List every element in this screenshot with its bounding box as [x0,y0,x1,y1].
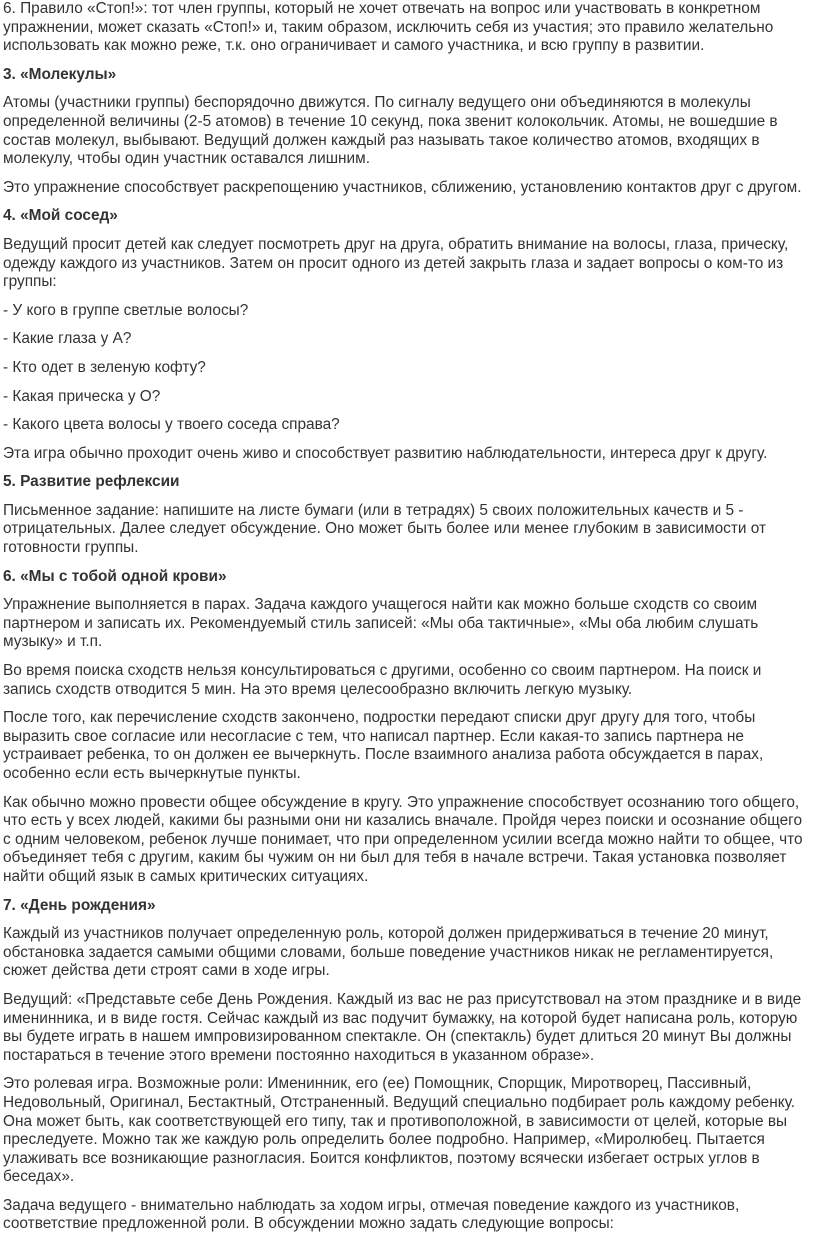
list-item: - Какая прическа у О? [3,387,161,405]
section-heading: 6. «Мы с тобой одной крови» [3,567,227,585]
paragraph: После того, как перечисление сходств закончено, подростки передают списки друг другу для того, чтобы выразить свое согласие или несогласие с тем, что написал партнер. Если какая-то запись партнера не устраивает ребенка, то он должен ее вычеркнуть. После взаимного анализа работа обсуждается в парах, особенно если есть вычеркнутые пункты. [3,709,764,782]
list-item: - Какого цвета волосы у твоего соседа справа? [3,416,340,434]
list-item: - Кто одет в зеленую кофту? [3,358,206,376]
paragraph: Ведущий просит детей как следует посмотреть друг на друга, обратить внимание на волосы, глаза, прическу, одежду каждого из участников. Затем он просит одного из детей закрыть глаза и задает вопросы о ком-то из группы: [3,235,789,291]
paragraph: Во время поиска сходств нельзя консультироваться с другими, особенно со своим партнером. На поиск и запись сходств отводится 5 мин. На это время целесообразно включить легкую музыку. [3,662,762,698]
paragraph: Упражнение выполняется в парах. Задача каждого учащегося найти как можно больше сходств со своим партнером и записать их. Рекомендуемый стиль записей: «Мы оба тактичные», «Мы оба любим слушать музыку» и т.п. [3,596,759,651]
section-heading: 4. «Мой сосед» [3,207,118,225]
paragraph: 6. Правило «Стоп!»: тот член группы, который не хочет отвечать на вопрос или участвовать в конкретном упражнении, может сказать «Стоп!» и, таким образом, исключить себя из участия; это правило желательно использовать как можно реже, т.к. оно ограничивает и самого участника, и всю группу в развитии. [3,0,774,55]
section-heading: 3. «Молекулы» [3,65,117,83]
paragraph: Это ролевая игра. Возможные роли: Именинник, его (ее) Помощник, Спорщик, Миротворец, Пассивный, Недовольный, Оригинал, Бестактный, Отстраненный. Ведущий специально подбирает роль каждому ребенку. Она может быть, как соответствующей его типу, так и противоположной, в зависимости от целей, которые вы преследуете. Можно так же каждую роль определить более подробно. Например, «Миролюбец. Пытается улаживать все возникающие разногласия. Боится конфликтов, поэтому всячески избегает острых углов в беседах». [3,1075,796,1186]
paragraph: Ведущий: «Представьте себе День Рождения. Каждый из вас не раз присутствовал на этом празднике и в виде именинника, и в виде гостя. Сейчас каждый из вас подучит бумажку, на которой будет написана роль, которую вы будете играть в нашем импровизированном спектакле. Он (спектакль) будет длиться 20 минут Вы должны постараться в течение этого времени постоянно находиться в указанном образе». [3,990,802,1064]
paragraph: Это упражнение способствует раскрепощению участников, сближению, установлению контактов друг с другом. [3,178,802,196]
paragraph: Каждый из участников получает определенную роль, которой должен придерживаться в течение 20 минут, обстановка задается самыми общими словами, больше поведение участников никак не регламентируется, сюжет действа дети строят сами в ходе игры. [3,925,774,980]
paragraph: Эта игра обычно проходит очень живо и способствует развитию наблюдательности, интереса друг к другу. [3,444,768,462]
list-item: - Какие глаза у А? [3,330,132,348]
paragraph: Как обычно можно провести общее обсуждение в кругу. Это упражнение способствует осознанию того общего, что есть у всех людей, какими бы разными они ни казались вначале. Пройдя через поиски и осознание общего с одним человеком, ребенок лучше понимает, что при определенном усилии всегда можно найти то общее, что объединяет тебя с другим, каким бы чужим он ни был для тебя в начале встречи. Такая установка позволяет найти общий язык в самых критических ситуациях. [3,793,803,885]
section-heading: 7. «День рождения» [3,896,156,914]
paragraph: Письменное задание: напишите на листе бумаги (или в тетрадях) 5 своих положительных качеств и 5 - отрицательных. Далее следует обсуждение. Оно может быть более или менее глубоким в зависимости от готовности группы. [3,501,767,557]
section-heading: 5. Развитие рефлексии [3,473,180,491]
list-item: - У кого в группе светлые волосы? [3,301,249,319]
paragraph: Задача ведущего - внимательно наблюдать за ходом игры, отмечая поведение каждого из участников, соответствие предложенной роли. В обсуждении можно задать следующие вопросы: [3,1196,740,1233]
paragraph: Атомы (участники группы) беспорядочно движутся. По сигналу ведущего они объединяются в молекулы определенной величины (2-5 атомов) в течение 10 секунд, пока звенит колокольчик. Атомы, не вошедшие в состав молекул, выбывают. Ведущий должен каждый раз называть такое количество атомов, входящих в молекулу, чтобы один участник оставался лишним. [3,94,778,168]
